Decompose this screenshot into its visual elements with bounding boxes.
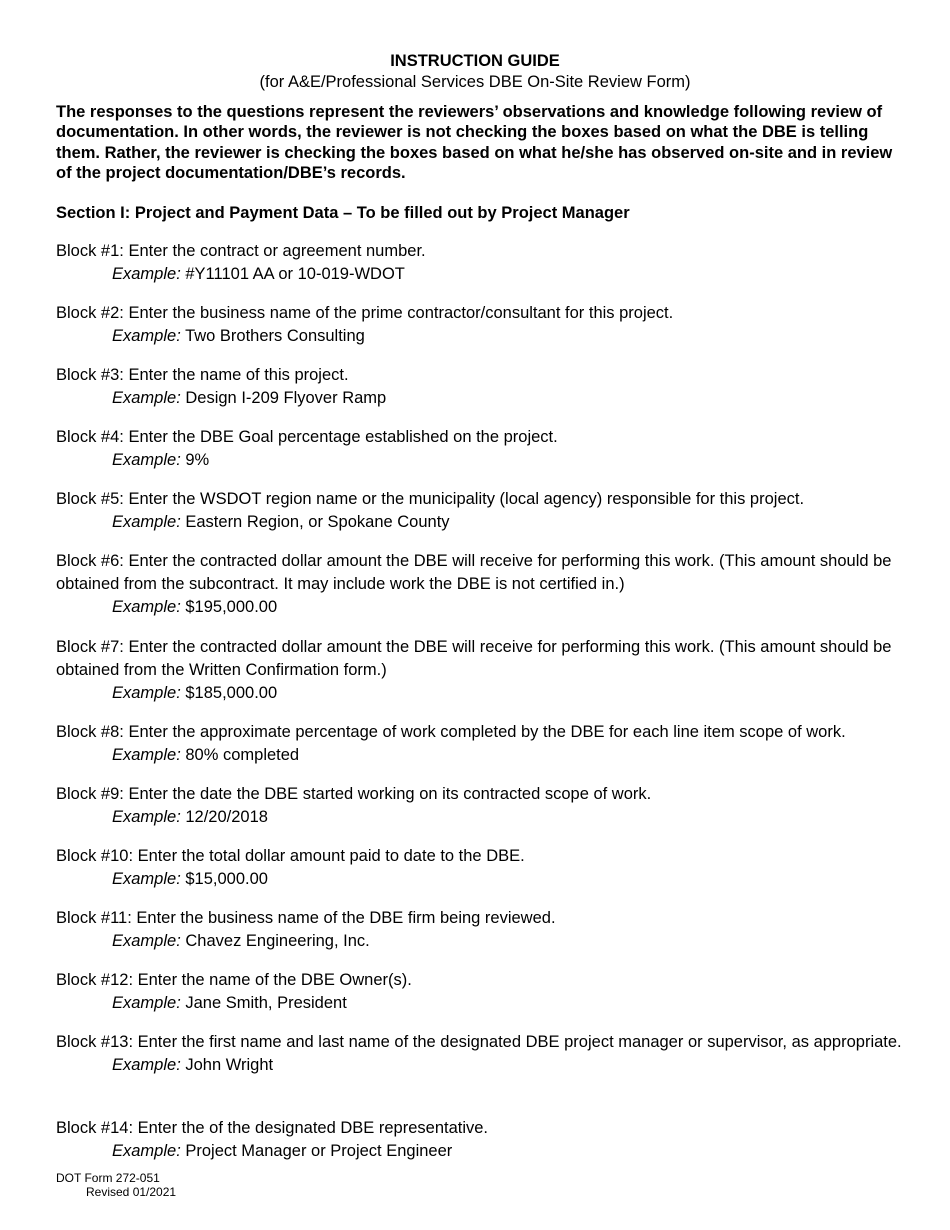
block-instruction: Block #11: Enter the business name of the DBE firm being reviewed. [56,909,556,927]
block-13 [56,1031,906,1077]
block-instruction: Block #4: Enter the DBE Goal percentage established on the project. [56,428,558,446]
section-title: Section I: Project and Payment Data – To be filled out by Project Manager [56,204,630,222]
example-value: 12/20/2018 [185,808,268,826]
block-6 [56,550,906,619]
example-value: Chavez Engineering, Inc. [185,932,370,950]
example-value: Jane Smith, President [185,994,347,1012]
block-14 [56,1117,906,1163]
form-footer [56,1171,176,1199]
block-2 [56,302,906,348]
example-label: Example: [112,808,181,826]
example-value: Two Brothers Consulting [185,327,365,345]
block-example [56,1054,906,1077]
block-example [56,596,906,619]
block-1 [56,240,906,286]
example-label: Example: [112,994,181,1012]
block-3 [56,364,906,410]
example-value: John Wright [185,1056,274,1074]
example-label: Example: [112,598,181,616]
example-value: 9% [185,451,210,469]
block-5 [56,488,906,534]
block-example [56,1140,906,1163]
block-instruction: Block #8: Enter the approximate percentage of work completed by the DBE for each line item scope of work. [56,723,846,741]
block-11 [56,907,906,953]
intro-paragraph: The responses to the questions represent the reviewers’ observations and knowledge following review of documentation. In other words, the reviewer is not checking the boxes based on what the DBE is telling them. Rather, the reviewer is checking the boxes based on what he/she has observed on-site and in review of the project documentation/DBE’s records. [56,103,893,182]
block-10 [56,845,906,891]
revision-date: Revised 01/2021 [86,1185,177,1199]
example-label: Example: [112,1142,181,1160]
block-instruction: Block #6: Enter the contracted dollar amount the DBE will receive for performing this work. (This amount should be obtained from the subcontract. It may include work the DBE is not certified in.) [56,552,892,593]
block-example [56,387,906,410]
block-instruction: Block #13: Enter the first name and last name of the designated DBE project manager or supervisor, as appropriate. [56,1033,902,1051]
example-value: Eastern Region, or Spokane County [185,513,450,531]
block-instruction: Block #2: Enter the business name of the prime contractor/consultant for this project. [56,304,674,322]
block-instruction: Block #10: Enter the total dollar amount paid to date to the DBE. [56,847,525,865]
block-instruction: Block #3: Enter the name of this project. [56,366,349,384]
example-label: Example: [112,265,181,283]
block-instruction: Block #1: Enter the contract or agreement number. [56,242,426,260]
block-example [56,511,906,534]
example-label: Example: [112,684,181,702]
block-example [56,806,906,829]
block-instruction: Block #7: Enter the contracted dollar amount the DBE will receive for performing this work. (This amount should be obtained from the Written Confirmation form.) [56,638,892,679]
block-12 [56,969,906,1015]
example-label: Example: [112,932,181,950]
example-value: Project Manager or Project Engineer [185,1142,453,1160]
block-9 [56,783,906,829]
example-label: Example: [112,327,181,345]
example-label: Example: [112,1056,181,1074]
example-value: 80% completed [185,746,300,764]
example-value: #Y11101 AA or 10-019-WDOT [185,265,405,283]
block-7 [56,636,906,705]
example-value: $195,000.00 [185,598,278,616]
example-label: Example: [112,389,181,407]
example-value: Design I-209 Flyover Ramp [185,389,387,407]
block-4 [56,426,906,472]
example-value: $185,000.00 [185,684,278,702]
block-example [56,930,906,953]
block-example [56,263,906,286]
example-value: $15,000.00 [185,870,268,888]
example-label: Example: [112,746,181,764]
document-subtitle: (for A&E/Professional Services DBE On-Site Review Form) [259,73,691,91]
block-instruction: Block #12: Enter the name of the DBE Owner(s). [56,971,412,989]
document-title: INSTRUCTION GUIDE [390,52,560,70]
block-example [56,325,906,348]
block-example [56,744,906,767]
block-example [56,682,906,705]
block-example [56,868,906,891]
block-instruction: Block #9: Enter the date the DBE started working on its contracted scope of work. [56,785,652,803]
form-number: DOT Form 272-051 [56,1171,160,1185]
block-8 [56,721,906,767]
example-label: Example: [112,513,181,531]
example-label: Example: [112,870,181,888]
block-instruction: Block #5: Enter the WSDOT region name or the municipality (local agency) responsible for this project. [56,490,805,508]
block-instruction: Block #14: Enter the of the designated DBE representative. [56,1119,489,1137]
example-label: Example: [112,451,181,469]
block-example [56,992,906,1015]
block-example [56,449,906,472]
